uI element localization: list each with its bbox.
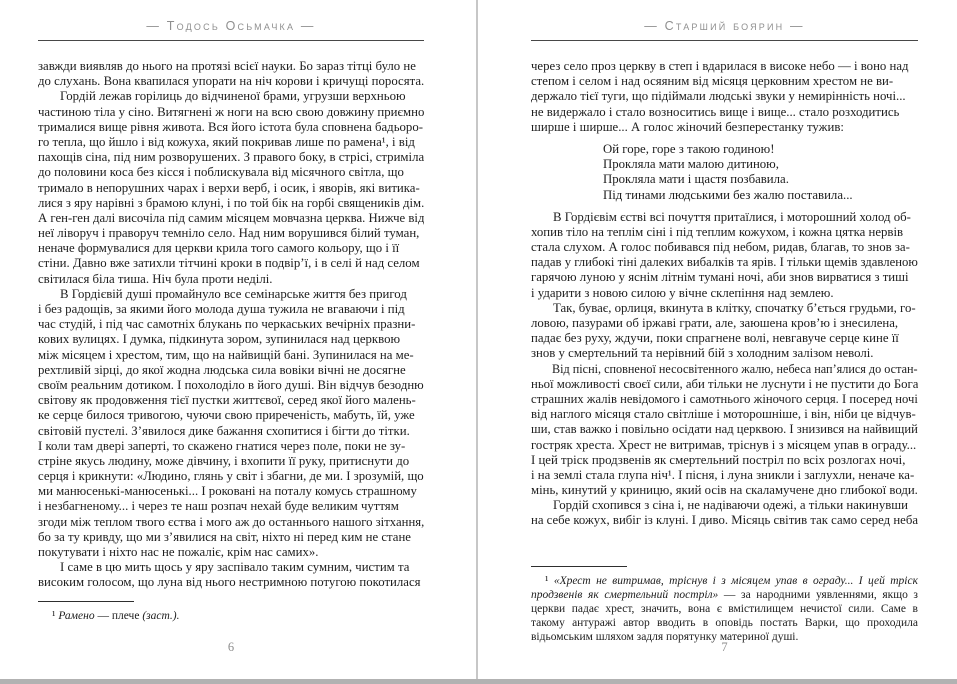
bottom-bar [0, 679, 957, 684]
text-line: високим голосом, що луна від нього нестримною потугою покотилася [38, 575, 421, 590]
text-line: від наглого місяця стало світліше і моторошніше, і він, ніби це відчув- [531, 407, 916, 422]
page-number: 6 [227, 640, 235, 654]
footnote-segment: — за народними уявленнями, якщо з церкви падає хрест, значить, вона є вмістилищем нечистої сили. Саме в такому антуражі автор вводить в оповідь постать Варки, що проходила відьомським шляхом задля порятунку материної душі. [531, 589, 918, 643]
text-line: знов у смертельний та нерівний бій з холодним залізом неволі. [531, 346, 874, 361]
paragraph [531, 362, 918, 499]
text-line: завжди виявляв до нього на протязі всієї науки. Бо зараз тітці було не [38, 59, 416, 73]
text-line: держало тієї туги, що підіймали людські звуки у немирінність ночі... [531, 89, 906, 104]
text-line: Під тинами людськими без жалю поставила... [603, 187, 853, 202]
page-left [0, 0, 476, 679]
text-line: покутувати і ніхто нас не пожаліє, крім нас самих». [38, 545, 319, 559]
footnote-segment: (заст.). [142, 610, 180, 622]
text-line: на себе кожух, вибіг із клуні. І диво. Місяць світив так само серед неба [531, 513, 918, 528]
page-number: 7 [721, 640, 728, 654]
text-line: Так, буває, орлиця, вкинута в клітку, спочатку б’ється грудьми, го- [553, 300, 916, 315]
body-text [531, 59, 918, 529]
body-text [38, 59, 424, 591]
text-line: світовій пустелі. З’явилося дике бажання схопитися і бігти до тітки. [38, 423, 410, 438]
text-line: ши, став важко і повільно осідати над церквою. І знизився на найвищий [531, 422, 918, 437]
text-line: гостряк хреста. Хрест не витримав, тріснув і з місяцем упав в ограду... [531, 437, 917, 452]
text-line: згоди між теплом твого єства і мого аж до останнього нашого зітхання, [38, 514, 424, 529]
text-line: і без радощів, за якими його молода душа тужила не вгаваючи і під [38, 302, 405, 316]
paragraph [38, 287, 424, 560]
footnote-segment: ¹ [52, 610, 59, 622]
footnote-text [531, 574, 918, 644]
paragraph [531, 210, 918, 301]
running-header: — Тодось Осьмачка — [38, 0, 424, 41]
paragraph [531, 301, 918, 362]
text-line: і ударити з новою силою у вічне склепіння над землею. [531, 285, 834, 300]
footnote [531, 566, 918, 644]
footnote [38, 601, 424, 623]
text-line: І цей тріск продзвенів як смертельний постріл по всіх розлогах ночі, [531, 452, 906, 467]
footnote-segment: ¹ [545, 575, 554, 587]
text-line: тримало в непорушних чарах і верхи верб, і осик, і яворів, які витика- [38, 180, 420, 195]
footnote-rule [531, 566, 627, 567]
text-line: Гордій лежав горілиць до відчиненої брами, угрузши верхньою [60, 89, 406, 104]
text-line: рехтливій зірці, до якої жодна людська сила вовіки вічні не досягне [38, 362, 406, 377]
text-line: І саме в цю мить щось у яру заспівало таким сумним, чистим та [60, 560, 410, 575]
text-line: го тепла, що йшло і від кожуха, який покривав лише по рамена¹, і від [38, 134, 415, 149]
text-line: Ой горе, горе з такою годиною! [603, 141, 775, 156]
text-line: хопив тіло на теплім сіні і під теплим кожухом, і кожна цятка нервів [531, 224, 904, 239]
text-line: стала слухом. А голос побивався під небом, ридав, благав, то знов за- [531, 240, 910, 255]
text-line: світову як продовження тієї пустки життєвої, серед якої його малень- [38, 393, 416, 408]
text-line: бо за ту кривду, що ми з’явилися на світ, ніхто ні перед ким не стане [38, 529, 411, 544]
text-line: А ген-ген далі височіла під самим місяцем мовчазна церква. Нижче від [38, 210, 424, 225]
paragraph [531, 59, 918, 135]
footnote-rule [38, 601, 134, 602]
text-line: І коли там двері заперті, то скажено гнатися через поле, поки не зу- [38, 438, 406, 453]
text-line: Прокляла мати малою дитиною, [603, 157, 779, 172]
running-header: — Старший боярин — [531, 0, 918, 41]
text-line: частиною тіла у сіно. Витягнені ж ноги на всю свою довжину приємно [38, 104, 424, 119]
text-line: між місяцем і хрестом, тим, що на найвищій бані. Зупинилася на ме- [38, 347, 414, 362]
text-line: стіни. Давно вже затихли тітчині кроки в подвір’ї, і в селі й над селом [38, 256, 420, 271]
text-line: мінь, кинутий у криницю, який осів на скаламучене дно глибокої води. [531, 483, 918, 498]
text-line: Гордій схопився з сіна і, не надіваючи одежі, а тільки накинувши [553, 498, 908, 513]
verse-paragraph [531, 142, 918, 203]
text-line: В Гордієвім єстві всі почуття притаїлися, і моторошний холод об- [553, 209, 911, 224]
text-line: ловою, пазурами об іржаві грати, але, заюшена кров’ю і знесилена, [531, 316, 899, 330]
text-line: до слухань. Вона квапилася упорати на ніч корови і кричущі поросята. [38, 74, 424, 89]
footnote-segment: Рамено [58, 610, 95, 622]
paragraph [531, 498, 918, 528]
text-line: Від пісні, сповненої несосвітенного жалю, небеса нап’ялися до остан- [551, 361, 918, 376]
text-line: ке серце билося тривогою, чуючи свою приреченість, мабуть, їй, уже [38, 408, 415, 423]
text-line: ми манюсенькі-манюсенькі... І роковані на поталу комусь страшному [38, 484, 417, 499]
text-line: через село проз церкву в степ і вдарилася в високе небо — і воно над [531, 59, 909, 73]
text-line: стріне якусь людину, може дівчину, і вхопити її руку, притиснути до [38, 453, 410, 468]
text-line: гарячою луною у яснім літнім тумані ночі, аби знов вирватися з тиші [531, 270, 909, 285]
page-left-column [38, 0, 424, 679]
text-line: кових вулицях. І думка, підкинута зором, зупинилася над церквою [38, 332, 401, 347]
text-line: і на землі стала глупа ніч¹. І пісня, і луна зникли і заглухли, неначе ка- [531, 467, 915, 482]
footnote-text [38, 609, 424, 623]
text-line: пахощів сіна, під ним розворушених. З правого боку, в стрісі, стриміла [38, 150, 424, 165]
text-line: ширше і ширше... А голос жіночий безперестанку тужив: [531, 119, 844, 134]
text-line: падав у глибокі тіні далеких вибалків та ярів. І тільки щемів здавленою [531, 255, 918, 270]
text-line: В Гордієвій душі промайнуло все семінарське життя без пригод [60, 286, 407, 301]
page-right-column [531, 0, 918, 679]
paragraph [38, 59, 424, 89]
page-right [478, 0, 957, 679]
text-line: не видержало і стало возноситись вище і вище... стало розходитись [531, 104, 900, 119]
text-line: ньої можливості своєї сили, аби тільки не луснути і не пустити до Бога [531, 376, 918, 391]
text-line: лися з яру нарівні з брамою клуні, і по той бік на горбі священиків дім. [38, 195, 424, 210]
text-line: час студій, і під час самотніх блукань по черкаських вечірніх празни- [38, 317, 416, 332]
text-line: до половини коса без кісся і поблискувала від місячного світла, що [38, 165, 404, 180]
paragraph [38, 89, 424, 286]
text-line: серця і крикнути: «Людино, глянь у світ і збагни, де ми. І зрозумій, що [38, 469, 424, 484]
footnote-segment: «Хрест не витримав, тріснув і з місяцем упав в ограду... І цей тріск продзвенів як смертельний постріл» [531, 575, 918, 601]
footnote-segment: — плече [94, 610, 143, 622]
text-line: неначе формувалися для церкви крила того самого кольору, що і її [38, 241, 400, 256]
text-line: страшних жалів невідомого і самотнього жіночого серця. І посеред ночі [531, 391, 918, 406]
text-line: світилася біла тиша. Ніч була проти неділі. [38, 271, 273, 286]
text-line: падає без руху, ждучи, поки спрагнене волі, невгавуче серце кине її [531, 331, 899, 346]
text-line: степом і селом і над осяяним від місяця церковним хрестом не ви- [531, 74, 894, 89]
text-line: своїм реальним дотиком. І похолоділо в його душі. Він відчув безодню [38, 377, 424, 392]
text-line: трималися вище рівня живота. Вся його істота була сповнена бадьоро- [38, 119, 423, 134]
text-line: і незбагненому... і через те наш розпач нехай буде великим чуттям [38, 499, 399, 514]
text-line: неї ліворуч і праворуч темніло село. Над ним ворушився білий туман, [38, 226, 420, 241]
text-line: Прокляла мати і щастя позбавила. [603, 172, 789, 187]
paragraph [38, 560, 424, 590]
